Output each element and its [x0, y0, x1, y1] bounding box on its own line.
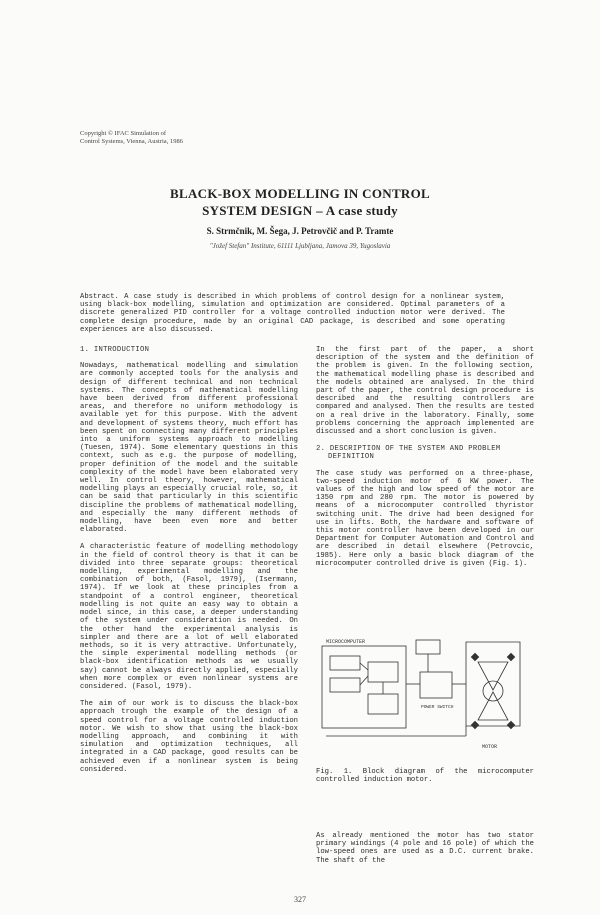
left-column	[80, 346, 298, 783]
right-column	[316, 346, 534, 577]
figure-1-block-diagram	[316, 632, 534, 762]
paper-title-line-1: BLACK-BOX MODELLING IN CONTROL	[170, 186, 430, 201]
diagram-label-power-switch: POWER SWITCH	[421, 705, 454, 710]
inner-block-2	[330, 678, 360, 692]
abstract: Abstract. A case study is described in which problems of control design for a nonlinear system, using black-box modelling, simulation and optimization are considered. Optimal parameters of a discrete generalized PID controller for a voltage controlled induction motor were derived. The complete design procedure, made by an original CAD package, is described and some operating experiences are also discussed.	[80, 293, 505, 334]
intro-paragraph-3: The aim of our work is to discuss the black-box approach trough the example of the design of a speed control for a voltage controlled induction motor. We wish to show that using the black-box modelling approach, and combining it with simulation and optimization techniques, all integrated in a CAD package, good results can be achieved even if a nonlinear system is being considered.	[80, 700, 298, 774]
intro-paragraph-1: Nowadays, mathematical modelling and simulation are commonly accepted tools for the analysis and design of different technical and non technical systems. The concepts of mathematical modelling have been derived from different professional areas, and therefore no uniform methodology is available yet for this purpose. With the advent and development of systems theory, much effort has been spent on connecting many different principles into a uniform systems approach to modelling (Tuesen, 1974). Some elementary questions in this context, such as e.g. the purpose of modelling, proper definition of the model and the suitable complexity of the model have been elaborated very well. In control theory, however, mathematical modelling plays an especially crucial role, so, it can be said that particularly in this scientific discipline the problems of mathematical modelling, and especially the many different methods of modelling, have been even more and better elaborated.	[80, 362, 298, 535]
rotor	[483, 681, 503, 701]
outline-paragraph: In the first part of the paper, a short description of the system and the definition of the problem is given. In the following section, the mathematical modelling phase is described and the models obtained are analysed. In the third part of the paper, the control design procedure is described and the resulting controllers are compared and analysed. Then the results are tested on a real drive in the laboratory. Finally, some problems concerning the approach implemented are discussed and a short conclusion is given.	[316, 346, 534, 437]
diagram-label-microcomputer: MICROCOMPUTER	[326, 639, 366, 645]
intro-paragraph-2: A characteristic feature of modelling methodology in the field of control theory is that it can be divided into three separate groups: theoretical modelling, experimental modelling and the combination of both, (Fasol, 1979), (Isermann, 1974). If we look at these principles from a standpoint of a control engineer, theoretical modelling is not quite an easy way to obtain a model since, in this case, a deeper understanding of the system under consideration is needed. On the other hand the experimental analysis is simpler and there are a lot of well elaborated methods, so it is very attractive. Unfortunately, the simple experimental modelling methods (or black-box identification methods as we usually say) cannot be always directly applied, especially when more complex or even nonlinear systems are considered. (Fasol, 1979).	[80, 543, 298, 691]
inner-block-1	[330, 656, 360, 670]
post-figure-paragraph: As already mentioned the motor has two stator primary windings (4 pole and 16 pole) of which the low-speed ones are used as a D.C. current brake. The shaft of the	[316, 832, 534, 865]
inner-block-3	[368, 662, 398, 682]
copyright-line-2: Control Systems, Vienna, Austria, 1986	[80, 138, 183, 145]
description-paragraph: The case study was performed on a three-phase, two-speed induction motor of 6 KW power. The values of the high and low speed of the motor are 1350 rpm and 280 rpm. The motor is powered by means of a microcomputer controlled thyristor switching unit. The drive had been designed for use in lifts. Both, the hardware and software of this motor controller have been developed in our Department for Computer Automation and Control and are described in detail elsewhere (Petrovcic, 1985). Here only a basic block diagram of the microcomputer controlled drive is given (Fig. 1).	[316, 469, 534, 568]
microcomputer-block	[322, 646, 406, 728]
inner-block-4	[368, 694, 398, 714]
paper-title-line-2: SYSTEM DESIGN – A case study	[202, 203, 398, 218]
supply-block	[416, 640, 440, 654]
paper-affiliation: "Jožef Stefan" Institute, 61111 Ljubljana, Jamova 39, Yugoslavia	[209, 242, 391, 250]
paper-authors: S. Strmčnik, M. Šega, J. Petrovčič and P. Tramte	[206, 226, 394, 236]
stator-winding-b	[478, 692, 508, 720]
stator-winding-a	[478, 662, 508, 690]
copyright-note	[80, 130, 280, 146]
section-heading-description: 2. DESCRIPTION OF THE SYSTEM AND PROBLEM	[316, 445, 501, 454]
section-heading-introduction: 1. INTRODUCTION	[80, 346, 150, 354]
copyright-line-1: Copyright © IFAC Simulation of	[80, 130, 167, 137]
power-switch-block	[420, 672, 452, 698]
diagram-label-motor: MOTOR	[482, 744, 498, 750]
section-heading-description-2: DEFINITION	[328, 453, 375, 462]
page-number: 327	[294, 895, 306, 904]
figure-1-caption: Fig. 1. Block diagram of the microcomputer controlled induction motor.	[316, 768, 534, 785]
